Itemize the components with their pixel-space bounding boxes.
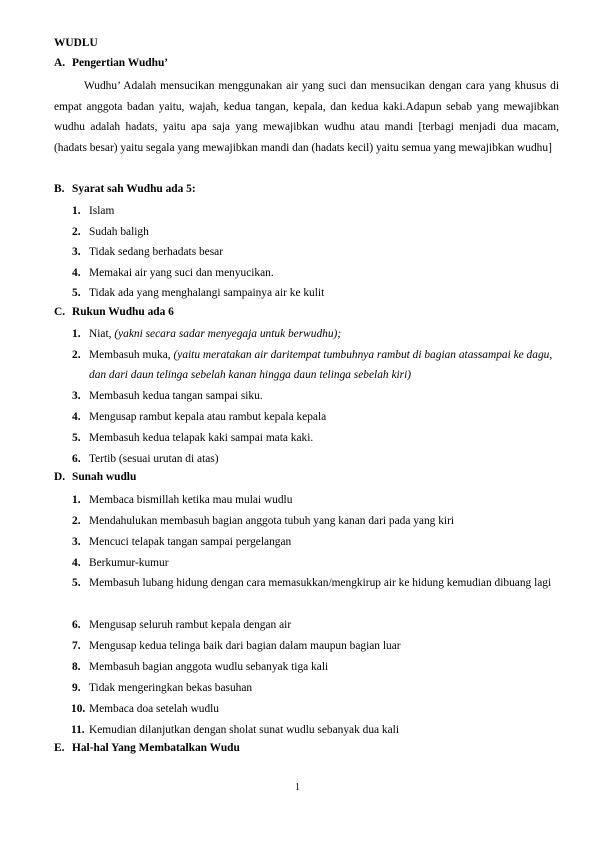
list-item — [72, 263, 560, 284]
list-number: 4. — [72, 411, 81, 423]
list-text: Mengusap kedua telinga baik dari bagian dalam maupun bagian luar — [89, 640, 401, 652]
list-number: 1. — [72, 494, 81, 506]
section-title: Rukun Wudhu ada 6 — [72, 306, 174, 318]
list-text: Tertib (sesuai urutan di atas) — [89, 453, 219, 465]
list-text: Tidak sedang berhadats besar — [89, 246, 224, 258]
list-item — [72, 657, 560, 678]
list-text: Mengusap rambut kepala atau rambut kepala kepala — [89, 411, 327, 423]
list-item — [72, 615, 560, 636]
list-number: 1. — [72, 205, 81, 217]
list-text: Mendahulukan membasuh bagian anggota tubuh yang kanan dari pada yang kiri — [89, 515, 455, 527]
list-item — [72, 222, 560, 243]
list-text: Sudah baligh — [89, 225, 149, 238]
list-item — [72, 407, 560, 428]
pengertian-paragraph: Wudhu’ Adalah mensucikan menggunakan air yang suci dan mensucikan dengan cara yang khusus di empat anggota badan yaitu, wajah, kedua tangan, kepala, dan kedua kaki.Adapun sebab yang mewajibkan wudhu adalah hadats, yaitu apa saja yang mewajibkan wudhu atau mandi [terbagi menjadi dua macam, (hadats besar) yaitu segala yang mewajibkan mandi dan (hadats kecil) yaitu semua yang mewajibkan wudhu] — [54, 80, 559, 154]
list-number: 1. — [72, 328, 81, 340]
list-item — [72, 449, 560, 470]
section-title: Hal-hal Yang Membatalkan Wudu — [72, 742, 240, 754]
section-a-heading — [54, 56, 168, 70]
list-item — [72, 386, 560, 407]
section-d-heading — [54, 470, 136, 484]
section-c-heading — [54, 305, 174, 319]
list-number: 9. — [72, 682, 81, 694]
list-text: Membasuh lubang hidung dengan cara memasukkan/mengkirup air ke hidung kemudian dibuang lagi — [89, 577, 552, 589]
list-number: 5. — [72, 432, 81, 444]
list-text: Mengusap seluruh rambut kepala dengan air — [89, 619, 292, 631]
list-number: 6. — [72, 453, 81, 465]
document-title: WUDLU — [54, 37, 98, 49]
list-item — [72, 242, 560, 263]
list-text-italic: (yakni secara sadar menyegaja untuk berwudhu); — [114, 328, 342, 340]
list-text: Tidak ada yang menghalangi sampainya air ke kulit — [89, 287, 325, 299]
page-number: 1 — [295, 782, 300, 793]
list-number: 7. — [72, 640, 81, 652]
list-number: 11. — [71, 724, 85, 736]
list-item — [72, 636, 560, 657]
list-text: Tidak mengeringkan bekas basuhan — [89, 682, 253, 694]
list-text: Membasuh muka, — [89, 348, 174, 361]
list-text: Islam — [89, 205, 115, 217]
list-number: 3. — [72, 246, 81, 258]
list-number: 8. — [72, 661, 81, 673]
list-number: 10. — [71, 703, 86, 715]
list-text: Membasuh bagian anggota wudlu sebanyak tiga kali — [89, 661, 329, 673]
section-b-heading — [54, 182, 196, 196]
list-item — [72, 283, 560, 304]
section-e-heading — [54, 741, 240, 755]
list-item — [72, 532, 560, 553]
section-letter: B. — [54, 183, 65, 195]
section-letter: C. — [54, 306, 66, 318]
list-text: Membaca bismillah ketika mau mulai wudlu — [89, 494, 293, 506]
list-number: 2. — [72, 225, 81, 238]
list-text: Niat, — [89, 328, 115, 340]
list-item — [72, 699, 560, 720]
list-number: 5. — [72, 577, 81, 589]
section-letter: E. — [54, 742, 65, 754]
list-item — [72, 428, 560, 449]
list-number: 6. — [72, 619, 81, 631]
list-number: 4. — [72, 557, 81, 569]
list-text: Kemudian dilanjutkan dengan sholat sunat wudlu sebanyak dua kali — [89, 724, 400, 736]
list-text: Membasuh kedua telapak kaki sampai mata kaki. — [89, 432, 314, 444]
list-item — [72, 678, 560, 699]
list-number: 5. — [72, 287, 81, 299]
list-item — [72, 324, 560, 345]
list-number: 3. — [72, 536, 81, 548]
list-item — [72, 553, 560, 574]
list-item — [72, 720, 560, 741]
section-letter: A. — [54, 57, 66, 69]
list-number: 4. — [72, 266, 81, 279]
section-title: Syarat sah Wudhu ada 5: — [72, 183, 196, 195]
list-text: Mencuci telapak tangan sampai pergelangan — [89, 536, 292, 548]
section-title: Sunah wudlu — [72, 471, 137, 483]
list-number: 2. — [72, 348, 81, 361]
list-item — [72, 490, 560, 511]
list-item — [72, 511, 560, 532]
list-number: 2. — [72, 515, 81, 527]
list-text: Berkumur-kumur — [89, 557, 169, 569]
list-text: Membaca doa setelah wudlu — [89, 703, 219, 715]
list-text: Membasuh kedua tangan sampai siku. — [89, 390, 263, 402]
section-title: Pengertian Wudhu’ — [72, 57, 169, 69]
list-number: 3. — [72, 390, 81, 402]
section-letter: D. — [54, 471, 66, 483]
list-item — [72, 201, 560, 222]
list-text: Memakai air yang suci dan menyucikan. — [89, 266, 274, 279]
list-item — [72, 573, 560, 594]
list-item — [72, 345, 560, 386]
list-text-italic: (yaitu meratakan air daritempat tumbuhnya rambut di bagian atassampai ke dagu, dan dari daun telinga sebelah kanan hingga daun telinga sebelah kiri) — [89, 348, 553, 381]
